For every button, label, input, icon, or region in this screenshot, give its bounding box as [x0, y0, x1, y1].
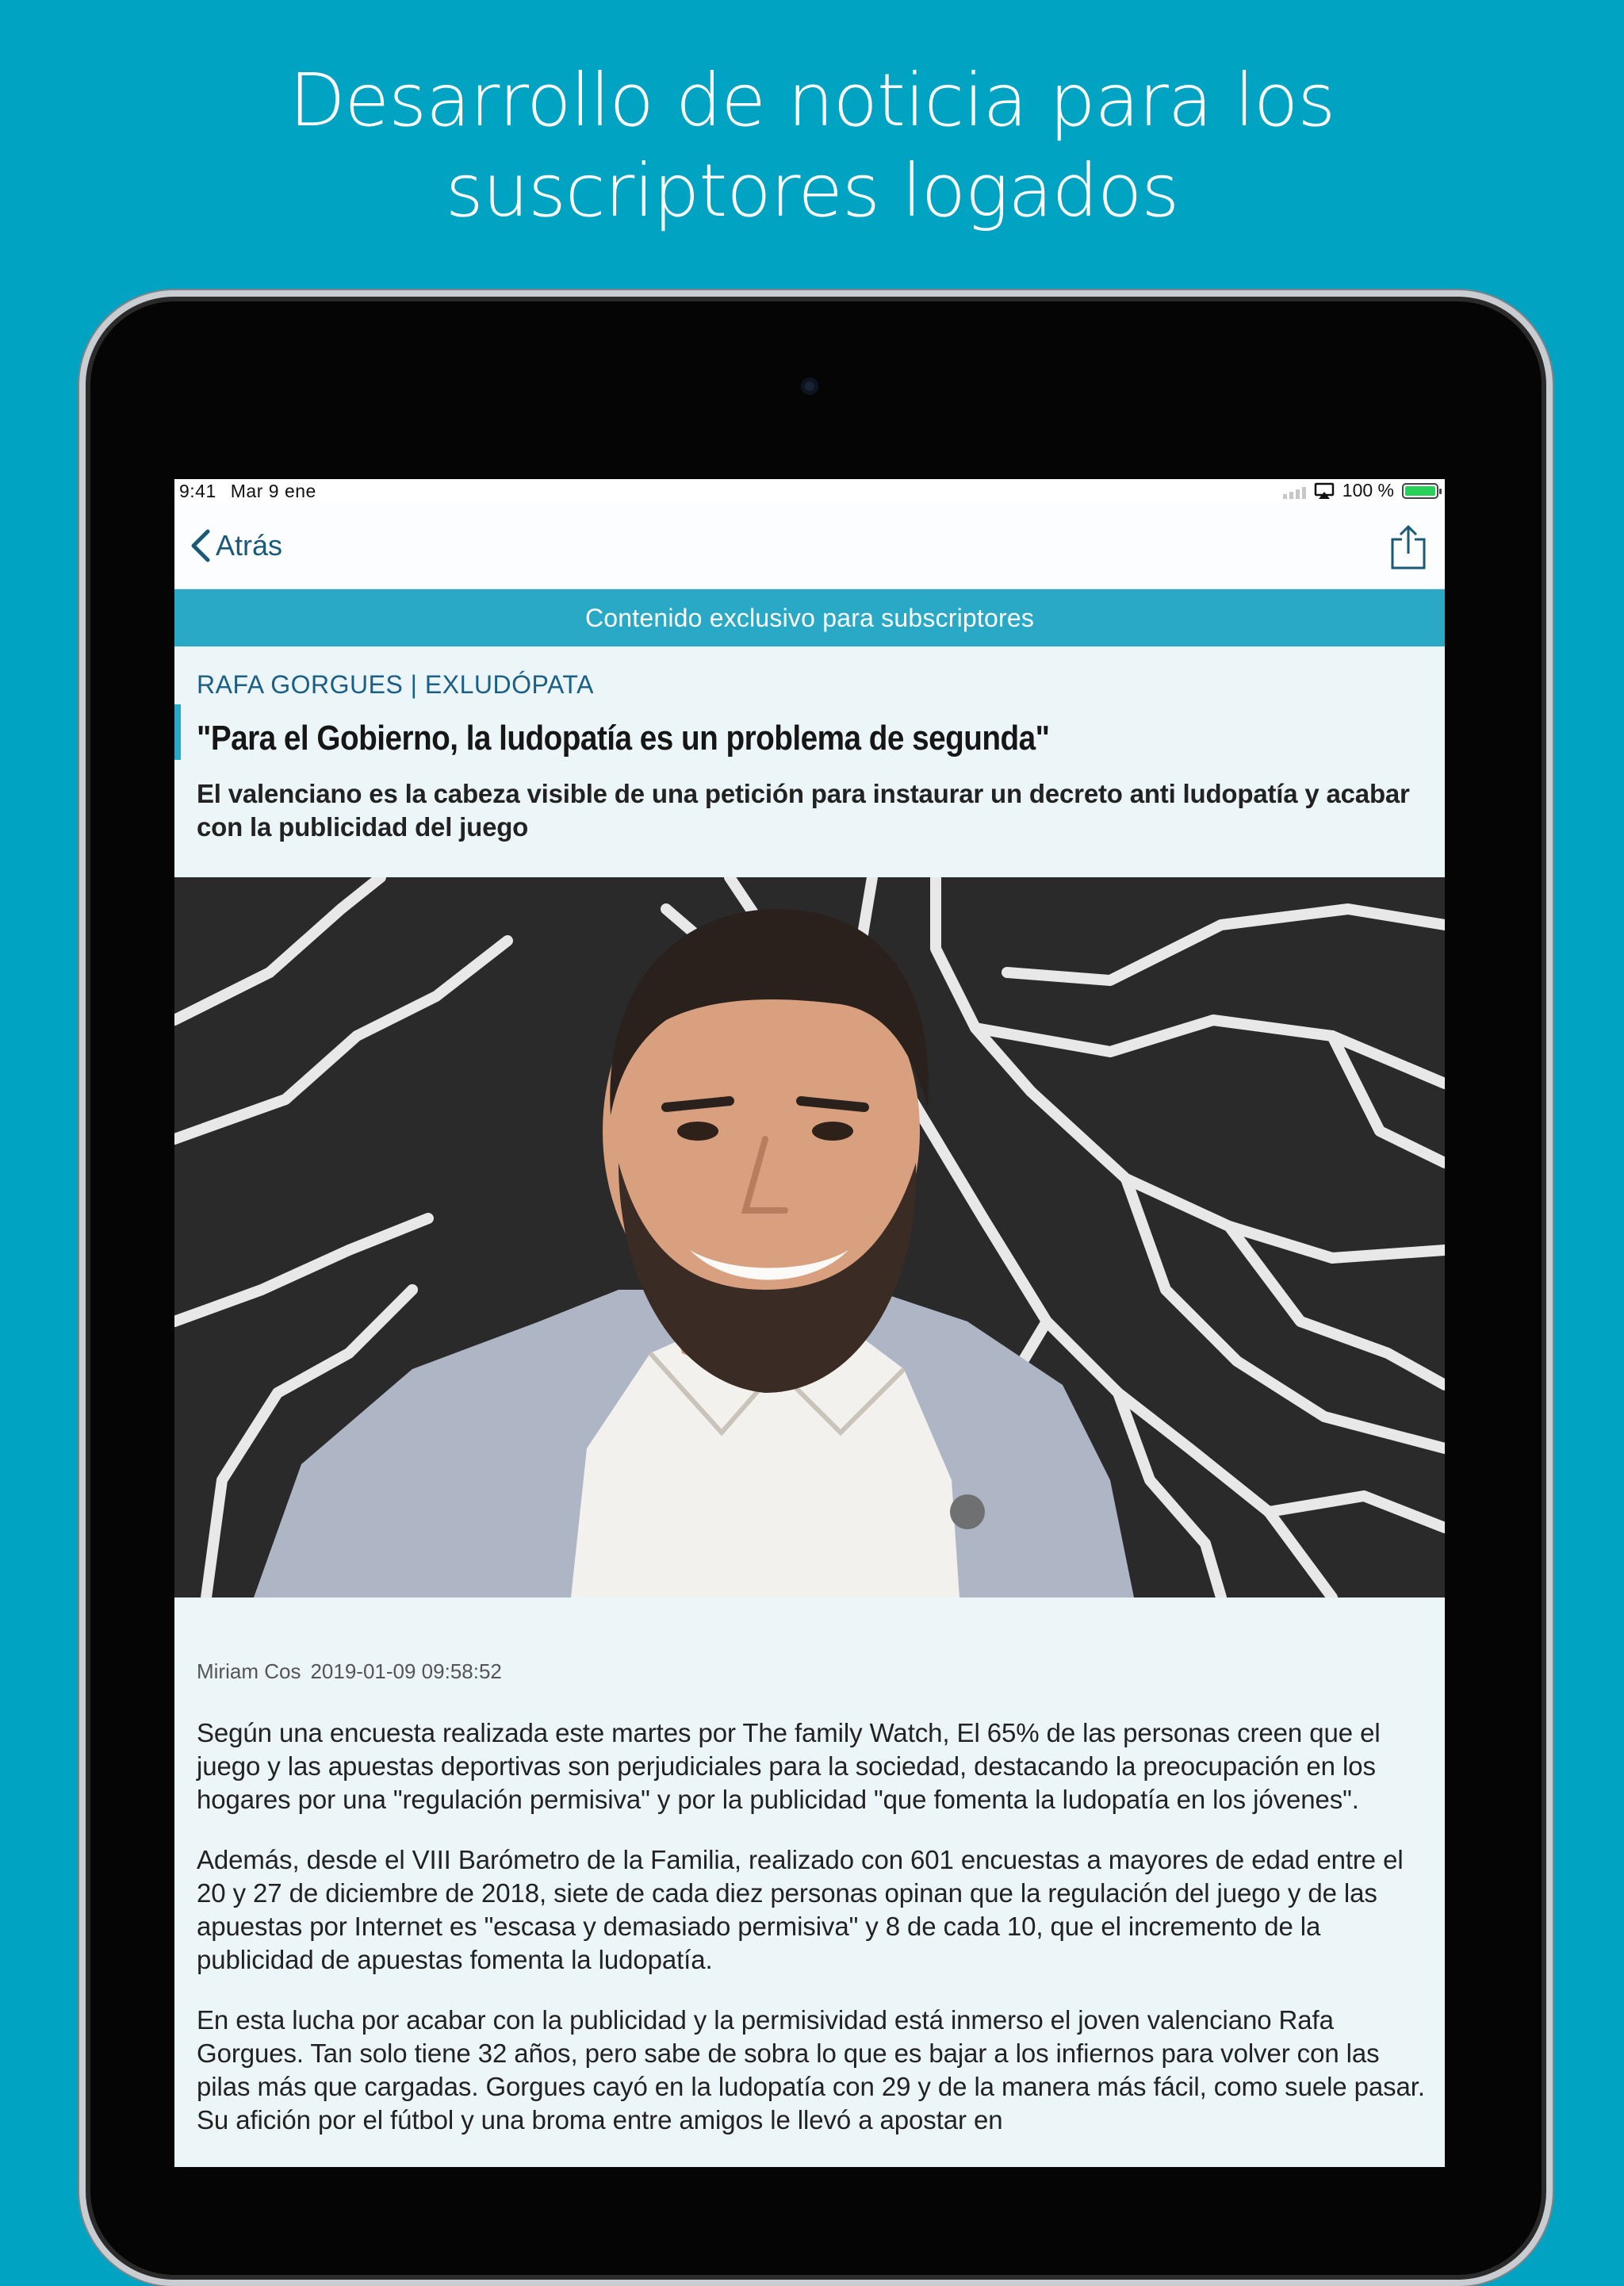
article-kicker: RAFA GORGUES | EXLUDÓPATA [197, 670, 594, 699]
camera-icon [801, 378, 818, 395]
article-paragraph: Según una encuesta realizada este martes por The family Watch, El 65% de las personas creen que el juego y las apuestas deportivas son perjudiciales para la sociedad, destacando la preocupación en los hogares por una "regulación permisiva" y por la publicidad "que fomenta la ludopatía en los jóvenes". [197, 1718, 1381, 1814]
headline-accent-bar [174, 704, 181, 760]
status-time: 9:41 [179, 481, 216, 501]
status-right [1283, 480, 1438, 501]
battery-icon [1402, 483, 1438, 499]
article-photo [174, 877, 1445, 1598]
promo-title [0, 56, 1624, 236]
airplay-icon [1314, 482, 1335, 500]
article-photo-art [174, 877, 1445, 1598]
app-screen [174, 479, 1445, 2167]
article-subtitle: El valenciano es la cabeza visible de una petición para instaurar un decreto anti ludopatía y acabar con la publicidad del juego [197, 779, 1410, 842]
article-body [197, 1716, 1426, 2164]
article-paragraph: En esta lucha por acabar con la publicidad y la permisividad está inmerso el joven valenciano Rafa Gorgues. Tan solo tiene 32 años, pero sabe de sobra lo que es bajar a los infiernos para volver con las pilas más que cargadas. Gorgues cayó en la ludopatía con 29 y de la manera más fácil, como suele pasar. Su afición por el fútbol y una broma entre amigos le llevó a apostar en [197, 2005, 1425, 2134]
back-button-label: Atrás [216, 529, 283, 562]
article-headline: "Para el Gobierno, la ludopatía es un problema de segunda" [197, 719, 1050, 758]
signal-icon [1283, 483, 1306, 499]
chevron-left-icon [189, 528, 211, 563]
back-button[interactable] [189, 528, 282, 563]
promo-title-line-2: suscriptores logados [445, 148, 1179, 233]
article-header [174, 646, 1445, 844]
battery-fill [1405, 486, 1435, 496]
status-bar [174, 479, 1445, 503]
status-date: Mar 9 ene [230, 481, 316, 501]
share-icon[interactable] [1389, 524, 1427, 571]
status-left [179, 481, 316, 502]
battery-percent: 100 % [1342, 480, 1394, 501]
article-author: Miriam Cos [197, 1659, 301, 1683]
exclusive-banner: Contenido exclusivo para subscriptores [174, 589, 1445, 646]
article-date: 2019-01-09 09:58:52 [310, 1659, 502, 1683]
article-paragraph: Además, desde el VIII Barómetro de la Familia, realizado con 601 encuestas a mayores de edad entre el 20 y 27 de diciembre de 2018, siete de cada diez personas opinan que la regulación del juego y de las apuestas por Internet es "escasa y demasiado permisiva" y 8 de cada 10, que el incremento de la publicidad de apuestas fomenta la ludopatía. [197, 1845, 1404, 1974]
nav-bar [174, 503, 1445, 589]
promo-title-line-1: Desarrollo de noticia para los [289, 58, 1335, 143]
article-meta [197, 1659, 502, 1684]
